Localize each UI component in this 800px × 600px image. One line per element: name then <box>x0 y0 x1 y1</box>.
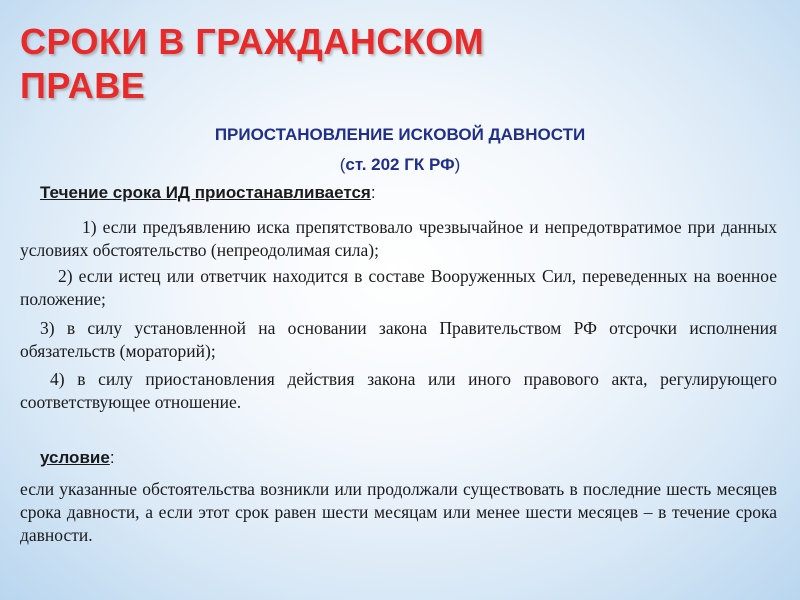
condition-label-text: условие <box>40 448 110 467</box>
slide-title-line-1: СРОКИ В ГРАЖДАНСКОМ <box>20 21 485 62</box>
condition-label <box>40 448 115 468</box>
section-heading: ПРИОСТАНОВЛЕНИЕ ИСКОВОЙ ДАВНОСТИ <box>214 125 586 144</box>
legal-reference-close: ) <box>454 155 461 174</box>
slide-title <box>20 20 484 108</box>
legal-reference-text: ст. 202 ГК РФ <box>345 155 455 174</box>
list-item: 1) если предъявлению иска препятствовало чрезвычайное и непредотвратимое при данных условиях обстоятельство (непреодолимая сила); <box>20 217 777 260</box>
condition-label-colon: : <box>109 448 115 467</box>
condition-text: если указанные обстоятельства возникли или продолжали существовать в последние шесть месяцев срока давности, а если этот срок равен шести месяцам или менее шести месяцев – в течение срока давности. <box>20 479 777 545</box>
lead-statement-text: Течение срока ИД приостанавливается <box>40 183 371 202</box>
list-item: 3) в силу установленной на основании закона Правительством РФ отсрочки исполнения обязательств (мораторий); <box>20 318 777 361</box>
legal-reference-open: ( <box>339 155 346 174</box>
list-item: 2) если истец или ответчик находится в составе Вооруженных Сил, переведенных на военное положение; <box>20 266 777 309</box>
lead-statement <box>40 183 376 203</box>
slide-title-line-2: ПРАВЕ <box>20 65 146 106</box>
lead-statement-colon: : <box>370 183 376 202</box>
legal-reference <box>0 155 800 175</box>
list-item: 4) в силу приостановления действия закона или иного правового акта, регулирующего соответствующее отношение. <box>20 369 777 412</box>
